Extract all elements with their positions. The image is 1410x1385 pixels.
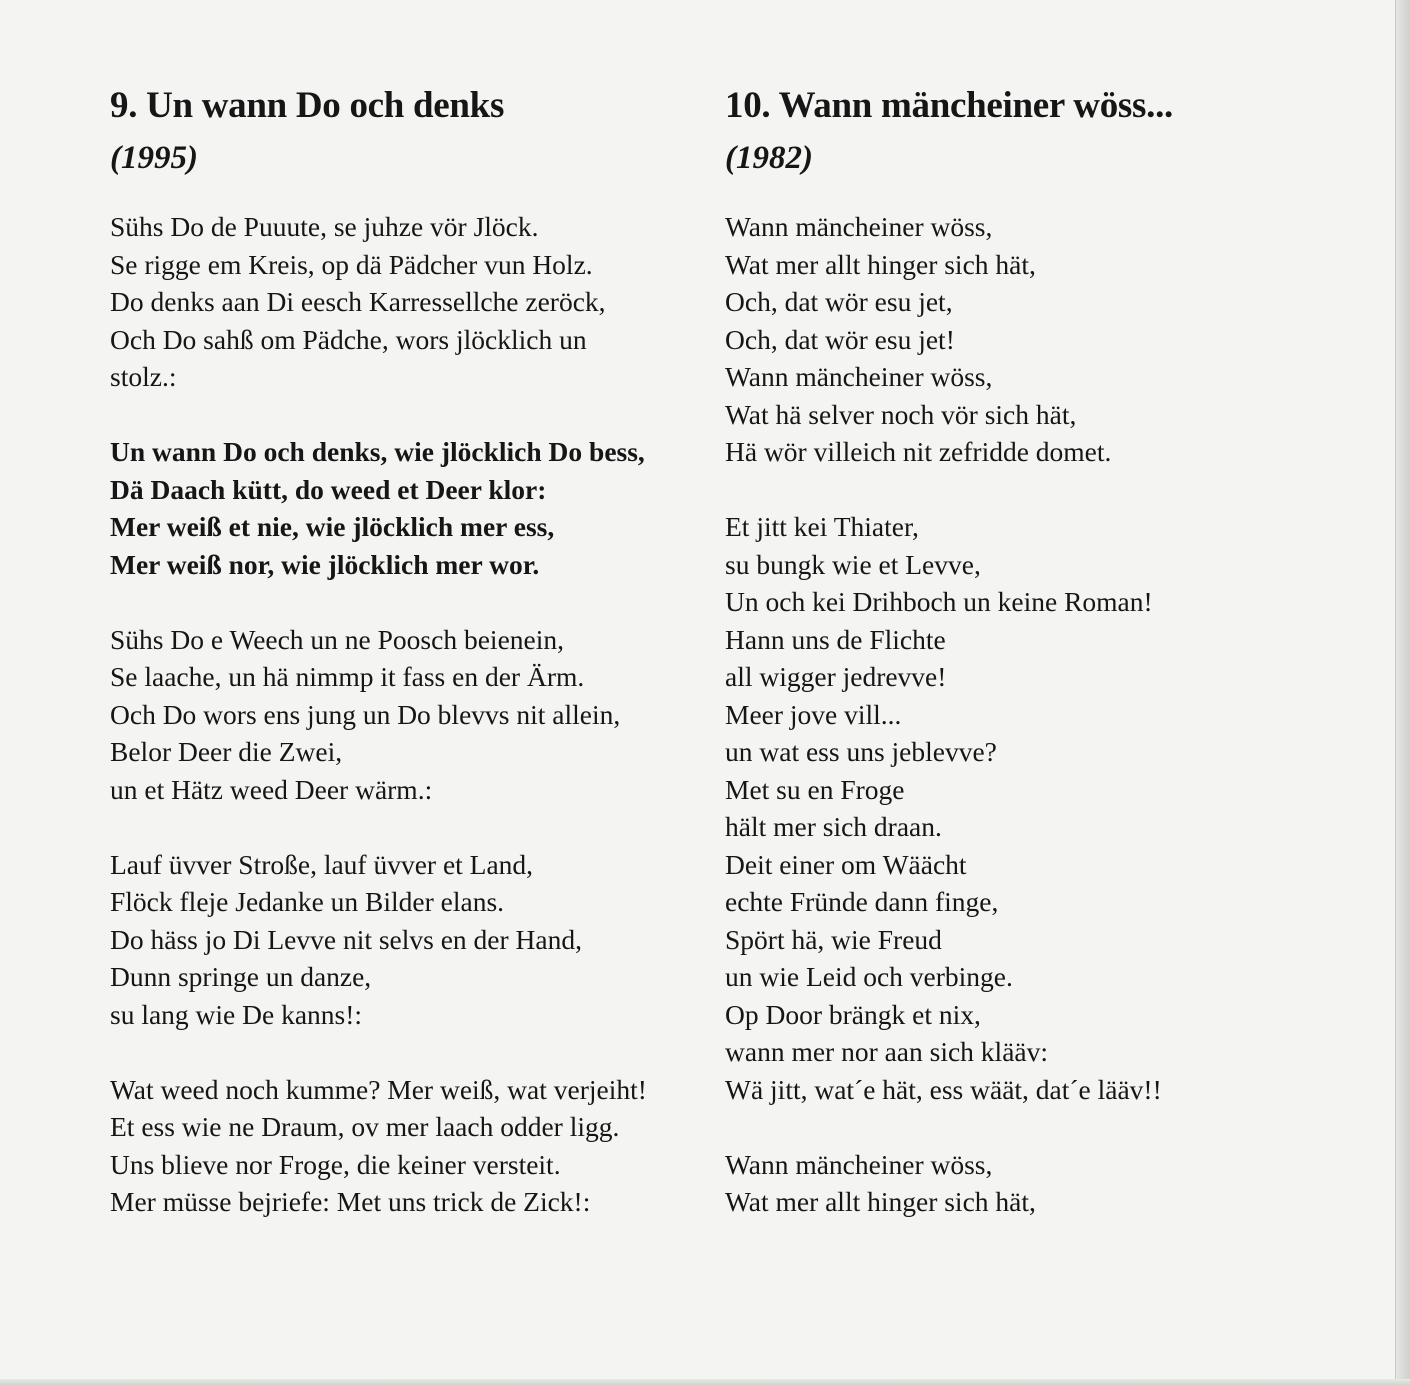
lyric-line: hält mer sich draan. — [725, 811, 942, 842]
lyric-line: Do denks aan Di eesch Karressellche zeröck, — [110, 286, 606, 317]
lyric-line: Mer müsse bejriefe: Met uns trick de Zick!: — [110, 1186, 591, 1217]
lyric-line: un wie Leid och verbinge. — [725, 961, 1013, 992]
lyric-line: Flöck fleje Jedanke un Bilder elans. — [110, 886, 505, 917]
verse-3 — [110, 846, 710, 1034]
lyric-line: Och, dat wör esu jet! — [725, 323, 955, 355]
lyric-line: Dunn springe un danze, — [110, 961, 372, 992]
lyric-line: Et ess wie ne Draum, ov mer laach odder ligg. — [110, 1111, 620, 1142]
lyric-line: un et Hätz weed Deer wärm.: — [110, 773, 433, 805]
lyric-line: Och, dat wör esu jet, — [725, 286, 953, 317]
song-year: (1982) — [725, 140, 813, 176]
chorus-line: Mer weiß et nie, wie jlöcklich mer ess, — [110, 511, 555, 542]
verse-4 — [110, 1071, 710, 1221]
verse-1 — [725, 208, 1325, 471]
page-edge — [1395, 0, 1410, 1385]
lyric-line: Wann mäncheiner wöss, — [725, 361, 993, 392]
lyric-line: Op Door brängk et nix, — [725, 998, 981, 1030]
song-9-column — [110, 82, 710, 1221]
lyric-line: Wä jitt, wat´e hät, ess wäät, dat´e lääv!! — [725, 1073, 1162, 1105]
verse-2 — [110, 621, 710, 809]
lyric-line: Meer jove vill... — [725, 698, 902, 730]
chorus-line: Mer weiß nor, wie jlöcklich mer wor. — [110, 548, 540, 580]
lyric-line: Sühs Do e Weech un ne Poosch beienein, — [110, 623, 564, 655]
song-year: (1995) — [110, 140, 198, 176]
lyric-line: Do häss jo Di Levve nit selvs en der Hand, — [110, 923, 582, 955]
song-10-column — [725, 82, 1325, 1221]
lyric-line: Wann mäncheiner wöss, — [725, 1148, 993, 1180]
lyric-line: Uns blieve nor Froge, die keiner versteit. — [110, 1148, 561, 1180]
lyric-line: stolz.: — [110, 361, 177, 392]
verse-3 — [725, 1146, 1325, 1221]
song-title: 10. Wann mäncheiner wöss... — [725, 85, 1173, 126]
lyric-line: un wat ess uns jeblevve? — [725, 736, 997, 767]
lyric-line: all wigger jedrevve! — [725, 661, 947, 692]
lyric-line: Wat mer allt hinger sich hät, — [725, 1186, 1036, 1217]
lyric-line: Un och kei Drihboch un keine Roman! — [725, 586, 1153, 617]
lyric-line: Lauf üvver Stroße, lauf üvver et Land, — [110, 848, 534, 880]
lyric-line: Wat hä selver noch vör sich hät, — [725, 398, 1077, 430]
lyric-line: wann mer nor aan sich klääv: — [725, 1036, 1049, 1067]
song-title: 9. Un wann Do och denks — [110, 85, 505, 126]
lyric-line: su bungk wie et Levve, — [725, 548, 981, 580]
verse-2 — [725, 508, 1325, 1108]
lyric-line: Sühs Do de Puuute, se juhze vör Jlöck. — [110, 211, 539, 242]
lyric-line: Spört hä, wie Freud — [725, 923, 942, 955]
chorus — [110, 433, 710, 583]
lyric-line: echte Fründe dann finge, — [725, 886, 999, 917]
lyric-line: Wat mer allt hinger sich hät, — [725, 248, 1036, 280]
lyric-line: Hä wör villeich nit zefridde domet. — [725, 436, 1112, 467]
lyric-line: Deit einer om Wäächt — [725, 848, 967, 880]
lyric-line: Se rigge em Kreis, op dä Pädcher vun Holz. — [110, 248, 593, 280]
lyric-line: Hann uns de Flichte — [725, 623, 946, 655]
chorus-line: Dä Daach kütt, do weed et Deer klor: — [110, 473, 547, 505]
lyric-line: Wat weed noch kumme? Mer weiß, wat verjeiht! — [110, 1073, 647, 1105]
chorus-line: Un wann Do och denks, wie jlöcklich Do bess, — [110, 436, 645, 467]
lyric-line: Och Do wors ens jung un Do blevvs nit allein, — [110, 698, 621, 730]
lyric-line: Wann mäncheiner wöss, — [725, 211, 993, 242]
lyric-line: su lang wie De kanns!: — [110, 998, 363, 1030]
lyric-line: Et jitt kei Thiater, — [725, 511, 919, 542]
verse-1 — [110, 208, 710, 396]
lyric-line: Belor Deer die Zwei, — [110, 736, 343, 767]
lyric-line: Se laache, un hä nimmp it fass en der Ärm. — [110, 661, 585, 692]
lyric-line: Och Do sahß om Pädche, wors jlöcklich un — [110, 323, 587, 355]
page-bottom-edge — [0, 1379, 1410, 1385]
lyric-line: Met su en Froge — [725, 773, 905, 805]
